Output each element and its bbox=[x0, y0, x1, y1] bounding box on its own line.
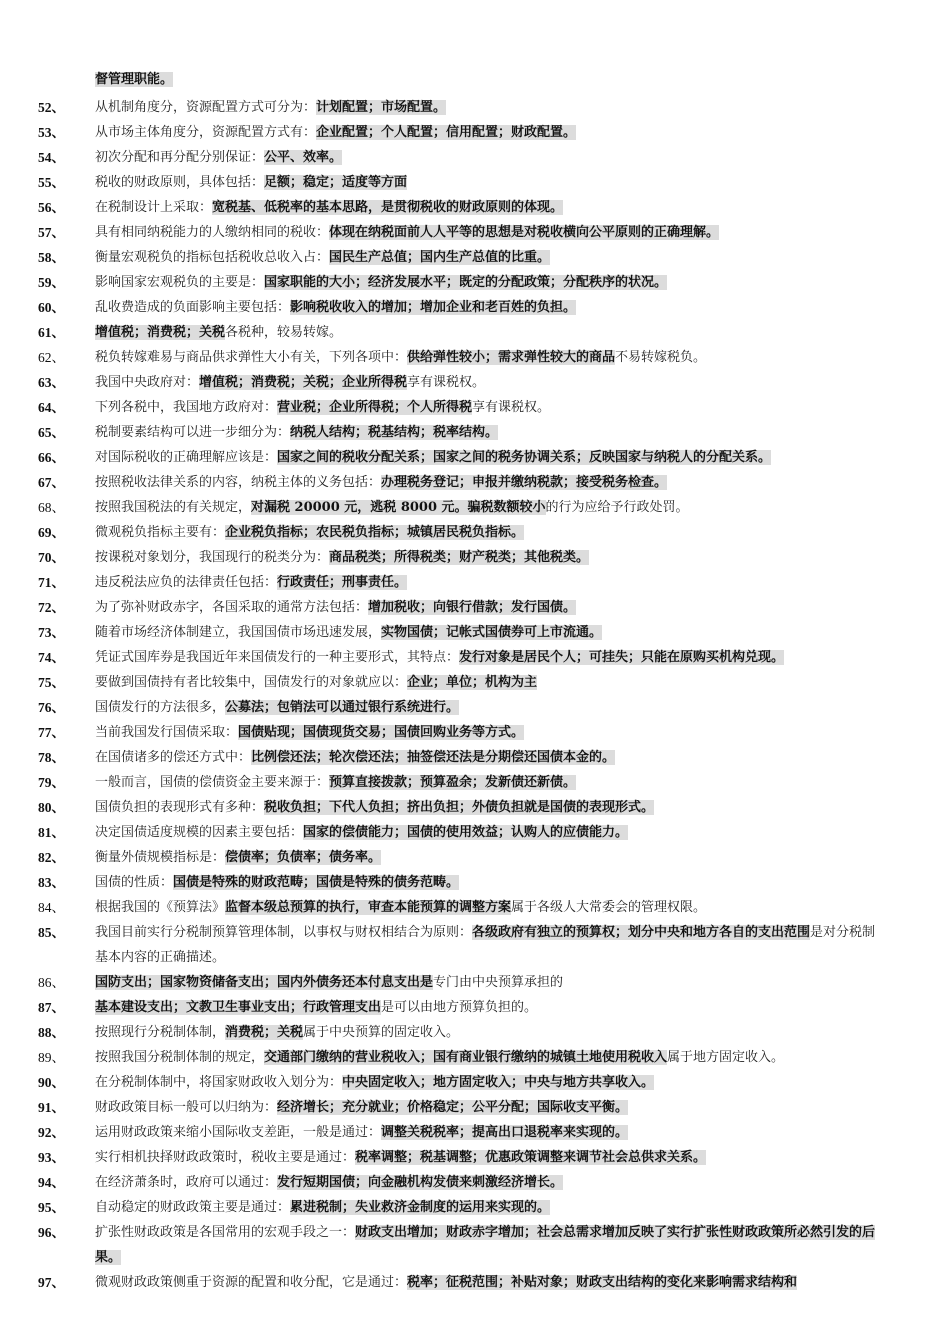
answer-highlight: 交通部门缴纳的营业税收入；国有商业银行缴纳的城镇土地使用税收入 bbox=[264, 1050, 668, 1065]
answer-highlight: 行政责任；刑事责任。 bbox=[277, 575, 408, 590]
item-number: 79、 bbox=[38, 775, 65, 790]
question-text: 按照税收法律关系的内容，纳税主体的义务包括： bbox=[95, 475, 382, 490]
answer-highlight: 影响税收收入的增加；增加企业和老百姓的负担。 bbox=[290, 300, 577, 315]
item-number: 95、 bbox=[38, 1200, 65, 1215]
question-text: 我国中央政府对： bbox=[95, 375, 200, 390]
question-text: 税制要素结构可以进一步细分为： bbox=[95, 425, 291, 440]
list-item bbox=[38, 120, 888, 145]
list-item bbox=[38, 1195, 888, 1220]
list-item bbox=[38, 1170, 888, 1195]
list-item bbox=[38, 420, 888, 445]
answer-highlight: 偿债率；负债率；债务率。 bbox=[225, 850, 382, 865]
question-text: 衡量宏观税负的指标包括税收总收入占： bbox=[95, 250, 330, 265]
answer-highlight: 公募法；包销法可以通过银行系统进行。 bbox=[225, 700, 460, 715]
question-text: 在经济萧条时，政府可以通过： bbox=[95, 1175, 278, 1190]
item-text bbox=[95, 270, 888, 295]
item-number: 61、 bbox=[38, 325, 65, 340]
question-text: 凭证式国库券是我国近年来国债发行的一种主要形式，其特点： bbox=[95, 650, 460, 665]
list-item bbox=[38, 1070, 888, 1095]
list-item bbox=[38, 445, 888, 470]
question-text: 在国债诸多的偿还方式中： bbox=[95, 750, 252, 765]
list-item bbox=[38, 145, 888, 170]
list-item bbox=[38, 920, 888, 970]
answer-highlight: 监督本级总预算的执行，审查本能预算的调整方案 bbox=[225, 900, 512, 915]
question-text: 具有相同纳税能力的人缴纳相同的税收： bbox=[95, 225, 330, 240]
answer-highlight: 国家的偿债能力；国债的使用效益；认购人的应债能力。 bbox=[303, 825, 629, 840]
list-item bbox=[38, 1270, 888, 1295]
answer-highlight: 经济增长；充分就业；价格稳定；公平分配；国际收支平衡。 bbox=[277, 1100, 629, 1115]
item-text bbox=[95, 1045, 888, 1070]
answer-highlight: 发行对象是居民个人；可挂失；只能在原购买机构兑现。 bbox=[459, 650, 785, 665]
item-number: 68、 bbox=[38, 500, 65, 515]
item-number: 52、 bbox=[38, 100, 65, 115]
question-text: 财政政策目标一般可以归纳为： bbox=[95, 1100, 278, 1115]
item-text bbox=[95, 545, 888, 570]
question-text: 为了弥补财政赤字，各国采取的通常方法包括： bbox=[95, 600, 369, 615]
item-text bbox=[95, 345, 888, 370]
item-number: 70、 bbox=[38, 550, 65, 565]
continuation-text: 督管理职能。 bbox=[95, 72, 174, 87]
question-text: 从机制角度分，资源配置方式可分为： bbox=[95, 100, 317, 115]
question-text: 不易转嫁税负。 bbox=[615, 350, 707, 365]
item-text bbox=[95, 95, 888, 120]
question-text: 乱收费造成的负面影响主要包括： bbox=[95, 300, 291, 315]
list-item bbox=[38, 1220, 888, 1270]
item-number: 92、 bbox=[38, 1125, 65, 1140]
item-text bbox=[95, 920, 888, 970]
list-item bbox=[38, 1145, 888, 1170]
item-number: 78、 bbox=[38, 750, 65, 765]
question-text: 属于中央预算的固定收入。 bbox=[303, 1025, 460, 1040]
item-number: 54、 bbox=[38, 150, 65, 165]
question-text: 根据我国的《预算法》 bbox=[95, 900, 226, 915]
list-item bbox=[38, 1120, 888, 1145]
item-number: 80、 bbox=[38, 800, 65, 815]
answer-highlight: 消费税；关税 bbox=[225, 1025, 304, 1040]
answer-highlight: 实物国债；记帐式国债券可上市流通。 bbox=[381, 625, 603, 640]
list-item bbox=[38, 970, 888, 995]
list-item bbox=[38, 695, 888, 720]
item-number: 96、 bbox=[38, 1225, 65, 1240]
answer-highlight: 办理税务登记；申报并缴纳税款；接受税务检查。 bbox=[381, 475, 668, 490]
question-text: 的行为应给予行政处罚。 bbox=[545, 500, 689, 515]
item-text bbox=[95, 695, 888, 720]
item-text bbox=[95, 470, 888, 495]
item-text bbox=[95, 1070, 888, 1095]
question-text: 享有课税权。 bbox=[472, 400, 551, 415]
item-number: 97、 bbox=[38, 1275, 65, 1290]
item-number: 75、 bbox=[38, 675, 65, 690]
question-text: 影响国家宏观税负的主要是： bbox=[95, 275, 265, 290]
question-text: 专门由中央预算承担的 bbox=[433, 975, 564, 990]
answer-highlight: 各级政府有独立的预算权；划分中央和地方各自的支出范围 bbox=[472, 925, 811, 940]
answer-highlight: 税收负担；下代人负担；挤出负担；外债负担就是国债的表现形式。 bbox=[264, 800, 655, 815]
question-text: 属于各级人大常委会的管理权限。 bbox=[511, 900, 707, 915]
item-text bbox=[95, 145, 888, 170]
list-item bbox=[38, 195, 888, 220]
item-number: 72、 bbox=[38, 600, 65, 615]
item-number: 65、 bbox=[38, 425, 65, 440]
question-text: 税收的财政原则，具体包括： bbox=[95, 175, 265, 190]
item-text bbox=[95, 670, 888, 695]
list-item bbox=[38, 95, 888, 120]
list-item bbox=[38, 370, 888, 395]
item-text bbox=[95, 720, 888, 745]
answer-highlight: 比例偿还法；轮次偿还法；抽签偿还法是分期偿还国债本金的。 bbox=[251, 750, 616, 765]
list-item bbox=[38, 870, 888, 895]
item-number: 81、 bbox=[38, 825, 65, 840]
list-item bbox=[38, 645, 888, 670]
item-number: 74、 bbox=[38, 650, 65, 665]
list-item bbox=[38, 520, 888, 545]
question-text: 国债的性质： bbox=[95, 875, 174, 890]
answer-highlight: 国防支出；国家物资储备支出；国内外债务还本付息支出是 bbox=[95, 975, 434, 990]
item-number: 67、 bbox=[38, 475, 65, 490]
item-text bbox=[95, 320, 888, 345]
item-number: 91、 bbox=[38, 1100, 65, 1115]
question-text: 要做到国债持有者比较集中，国债发行的对象就应以： bbox=[95, 675, 408, 690]
item-number: 82、 bbox=[38, 850, 65, 865]
item-number: 84、 bbox=[38, 900, 65, 915]
item-text bbox=[95, 370, 888, 395]
item-text bbox=[95, 595, 888, 620]
item-text bbox=[95, 1095, 888, 1120]
list-item bbox=[38, 670, 888, 695]
item-number: 88、 bbox=[38, 1025, 65, 1040]
answer-highlight: 商品税类；所得税类；财产税类；其他税类。 bbox=[329, 550, 590, 565]
item-text bbox=[95, 895, 888, 920]
question-text: 下列各税中，我国地方政府对： bbox=[95, 400, 278, 415]
item-text bbox=[95, 295, 888, 320]
list-item bbox=[38, 895, 888, 920]
item-text bbox=[95, 745, 888, 770]
item-text bbox=[95, 1170, 888, 1195]
item-text bbox=[95, 1120, 888, 1145]
item-text bbox=[95, 1145, 888, 1170]
answer-highlight: 体现在纳税面前人人平等的思想是对税收横向公平原则的正确理解。 bbox=[329, 225, 720, 240]
list-item bbox=[38, 1020, 888, 1045]
item-number: 77、 bbox=[38, 725, 65, 740]
answer-highlight: 纳税人结构；税基结构；税率结构。 bbox=[290, 425, 499, 440]
answer-highlight: 调整关税税率；提高出口退税率来实现的。 bbox=[381, 1125, 629, 1140]
item-text bbox=[95, 770, 888, 795]
question-text: 按课税对象划分，我国现行的税类分为： bbox=[95, 550, 330, 565]
answer-highlight: 足额；稳定；适度等方面 bbox=[264, 175, 408, 190]
list-item bbox=[38, 270, 888, 295]
item-number: 90、 bbox=[38, 1075, 65, 1090]
item-text bbox=[95, 120, 888, 145]
answer-highlight: 中央固定收入；地方固定收入；中央与地方共享收入。 bbox=[342, 1075, 655, 1090]
item-text bbox=[95, 620, 888, 645]
question-text: 享有课税权。 bbox=[407, 375, 486, 390]
list-item bbox=[38, 845, 888, 870]
question-text: 对国际税收的正确理解应该是： bbox=[95, 450, 278, 465]
item-text bbox=[95, 1020, 888, 1045]
list-item bbox=[38, 720, 888, 745]
list-item bbox=[38, 995, 888, 1020]
item-number: 66、 bbox=[38, 450, 65, 465]
question-text: 我国目前实行分税制预算管理体制，以事权与财权相结合为原则： bbox=[95, 925, 473, 940]
item-number: 58、 bbox=[38, 250, 65, 265]
item-text bbox=[95, 845, 888, 870]
item-number: 53、 bbox=[38, 125, 65, 140]
item-text bbox=[95, 420, 888, 445]
item-text bbox=[95, 220, 888, 245]
list-item bbox=[38, 620, 888, 645]
answer-highlight: 国债贴现；国债现货交易；国债回购业务等方式。 bbox=[238, 725, 525, 740]
list-item bbox=[38, 245, 888, 270]
item-number: 89、 bbox=[38, 1050, 65, 1065]
item-number: 56、 bbox=[38, 200, 65, 215]
item-number: 64、 bbox=[38, 400, 65, 415]
question-text: 运用财政政策来缩小国际收支差距，一般是通过： bbox=[95, 1125, 382, 1140]
item-text bbox=[95, 245, 888, 270]
item-number: 86、 bbox=[38, 975, 65, 990]
list-item bbox=[38, 395, 888, 420]
list-item bbox=[38, 295, 888, 320]
question-text: 在分税制体制中，将国家财政收入划分为： bbox=[95, 1075, 343, 1090]
question-text: 扩张性财政政策是各国常用的宏观手段之一： bbox=[95, 1225, 356, 1240]
item-number: 62、 bbox=[38, 350, 65, 365]
list-item bbox=[38, 1045, 888, 1070]
question-text: 初次分配和再分配分别保证： bbox=[95, 150, 265, 165]
item-number: 57、 bbox=[38, 225, 65, 240]
item-number: 85、 bbox=[38, 925, 65, 940]
answer-highlight: 国家职能的大小；经济发展水平；既定的分配政策；分配秩序的状况。 bbox=[264, 275, 668, 290]
question-text: 国债发行的方法很多， bbox=[95, 700, 226, 715]
item-text bbox=[95, 495, 888, 520]
item-number: 87、 bbox=[38, 1000, 65, 1015]
question-text: 是可以由地方预算负担的。 bbox=[381, 1000, 538, 1015]
answer-highlight: 公平、效率。 bbox=[264, 150, 343, 165]
item-text bbox=[95, 970, 888, 995]
question-text: 按照我国税法的有关规定， bbox=[95, 500, 252, 515]
item-text bbox=[95, 1220, 888, 1270]
item-number: 93、 bbox=[38, 1150, 65, 1165]
list-item bbox=[38, 795, 888, 820]
item-number: 73、 bbox=[38, 625, 65, 640]
question-text: 微观税负指标主要有： bbox=[95, 525, 226, 540]
item-number: 83、 bbox=[38, 875, 65, 890]
list-item bbox=[38, 770, 888, 795]
list-item bbox=[38, 745, 888, 770]
answer-highlight: 国债是特殊的财政范畴；国债是特殊的债务范畴。 bbox=[173, 875, 460, 890]
list-item bbox=[38, 570, 888, 595]
item-text bbox=[95, 195, 888, 220]
question-text: 实行相机抉择财政政策时，税收主要是通过： bbox=[95, 1150, 356, 1165]
question-text: 从市场主体角度分，资源配置方式有： bbox=[95, 125, 317, 140]
list-item bbox=[38, 170, 888, 195]
question-list bbox=[38, 95, 888, 1295]
item-text bbox=[95, 870, 888, 895]
answer-highlight: 累进税制；失业救济金制度的运用来实现的。 bbox=[290, 1200, 551, 1215]
list-item bbox=[38, 320, 888, 345]
item-number: 63、 bbox=[38, 375, 65, 390]
item-text bbox=[95, 445, 888, 470]
question-text: 自动稳定的财政政策主要是通过： bbox=[95, 1200, 291, 1215]
item-number: 94、 bbox=[38, 1175, 65, 1190]
question-text: 决定国债适度规模的因素主要包括： bbox=[95, 825, 304, 840]
answer-highlight: 增加税收；向银行借款；发行国债。 bbox=[368, 600, 577, 615]
answer-highlight: 税率；征税范围；补贴对象；财政支出结构的变化来影响需求结构和 bbox=[407, 1275, 798, 1290]
answer-highlight: 营业税；企业所得税；个人所得税 bbox=[277, 400, 473, 415]
list-item bbox=[38, 470, 888, 495]
item-text bbox=[95, 645, 888, 670]
list-item bbox=[38, 220, 888, 245]
question-text: 是对分税制基本内容的正确描述。 bbox=[95, 925, 876, 965]
list-item bbox=[38, 345, 888, 370]
continuation-line bbox=[95, 70, 173, 90]
answer-highlight: 企业税负指标；农民税负指标；城镇居民税负指标。 bbox=[225, 525, 525, 540]
question-text: 按照我国分税制体制的规定， bbox=[95, 1050, 265, 1065]
question-text: 随着市场经济体制建立，我国国债市场迅速发展， bbox=[95, 625, 382, 640]
item-number: 59、 bbox=[38, 275, 65, 290]
answer-highlight: 国家之间的税收分配关系；国家之间的税务协调关系；反映国家与纳税人的分配关系。 bbox=[277, 450, 772, 465]
item-text bbox=[95, 820, 888, 845]
question-text: 国债负担的表现形式有多种： bbox=[95, 800, 265, 815]
item-text bbox=[95, 1195, 888, 1220]
question-text: 一般而言，国债的偿债资金主要来源于： bbox=[95, 775, 330, 790]
question-text: 税负转嫁难易与商品供求弹性大小有关，下列各项中： bbox=[95, 350, 408, 365]
item-text bbox=[95, 1270, 888, 1295]
question-text: 在税制设计上采取： bbox=[95, 200, 213, 215]
item-number: 71、 bbox=[38, 575, 65, 590]
answer-highlight: 宽税基、低税率的基本思路，是贯彻税收的财政原则的体现。 bbox=[212, 200, 564, 215]
answer-highlight: 企业；单位；机构为主 bbox=[407, 675, 538, 690]
answer-highlight: 财政支出增加；财政赤字增加；社会总需求增加反映了实行扩张性财政政策所必然引发的后果。 bbox=[95, 1225, 876, 1265]
answer-highlight: 发行短期国债；向金融机构发债来刺激经济增长。 bbox=[277, 1175, 564, 1190]
list-item bbox=[38, 820, 888, 845]
question-text: 按照现行分税制体制， bbox=[95, 1025, 226, 1040]
answer-highlight: 增值税；消费税；关税；企业所得税 bbox=[199, 375, 408, 390]
answer-highlight: 供给弹性较小；需求弹性较大的商品 bbox=[407, 350, 616, 365]
item-number: 55、 bbox=[38, 175, 65, 190]
answer-highlight: 基本建设支出；文教卫生事业支出；行政管理支出 bbox=[95, 1000, 382, 1015]
item-text bbox=[95, 170, 888, 195]
question-text: 违反税法应负的法律责任包括： bbox=[95, 575, 278, 590]
item-number: 69、 bbox=[38, 525, 65, 540]
item-text bbox=[95, 995, 888, 1020]
list-item bbox=[38, 595, 888, 620]
item-number: 76、 bbox=[38, 700, 65, 715]
item-text bbox=[95, 520, 888, 545]
answer-highlight: 计划配置；市场配置。 bbox=[316, 100, 447, 115]
answer-highlight: 预算直接拨款；预算盈余；发新债还新债。 bbox=[329, 775, 577, 790]
list-item bbox=[38, 1095, 888, 1120]
answer-highlight: 增值税；消费税；关税 bbox=[95, 325, 226, 340]
item-number: 60、 bbox=[38, 300, 65, 315]
question-text: 各税种，较易转嫁。 bbox=[225, 325, 343, 340]
answer-highlight: 税率调整；税基调整；优惠政策调整来调节社会总供求关系。 bbox=[355, 1150, 707, 1165]
question-text: 衡量外债规模指标是： bbox=[95, 850, 226, 865]
answer-highlight: 企业配置；个人配置；信用配置；财政配置。 bbox=[316, 125, 577, 140]
answer-highlight: 国民生产总值；国内生产总值的比重。 bbox=[329, 250, 551, 265]
question-text: 属于地方固定收入。 bbox=[667, 1050, 785, 1065]
list-item bbox=[38, 545, 888, 570]
question-text: 微观财政政策侧重于资源的配置和收分配，它是通过： bbox=[95, 1275, 408, 1290]
item-text bbox=[95, 795, 888, 820]
list-item bbox=[38, 495, 888, 520]
question-text: 当前我国发行国债采取： bbox=[95, 725, 239, 740]
item-text bbox=[95, 395, 888, 420]
answer-highlight: 对漏税 20000 元，逃税 8000 元。骗税数额较小 bbox=[251, 500, 546, 515]
item-text bbox=[95, 570, 888, 595]
